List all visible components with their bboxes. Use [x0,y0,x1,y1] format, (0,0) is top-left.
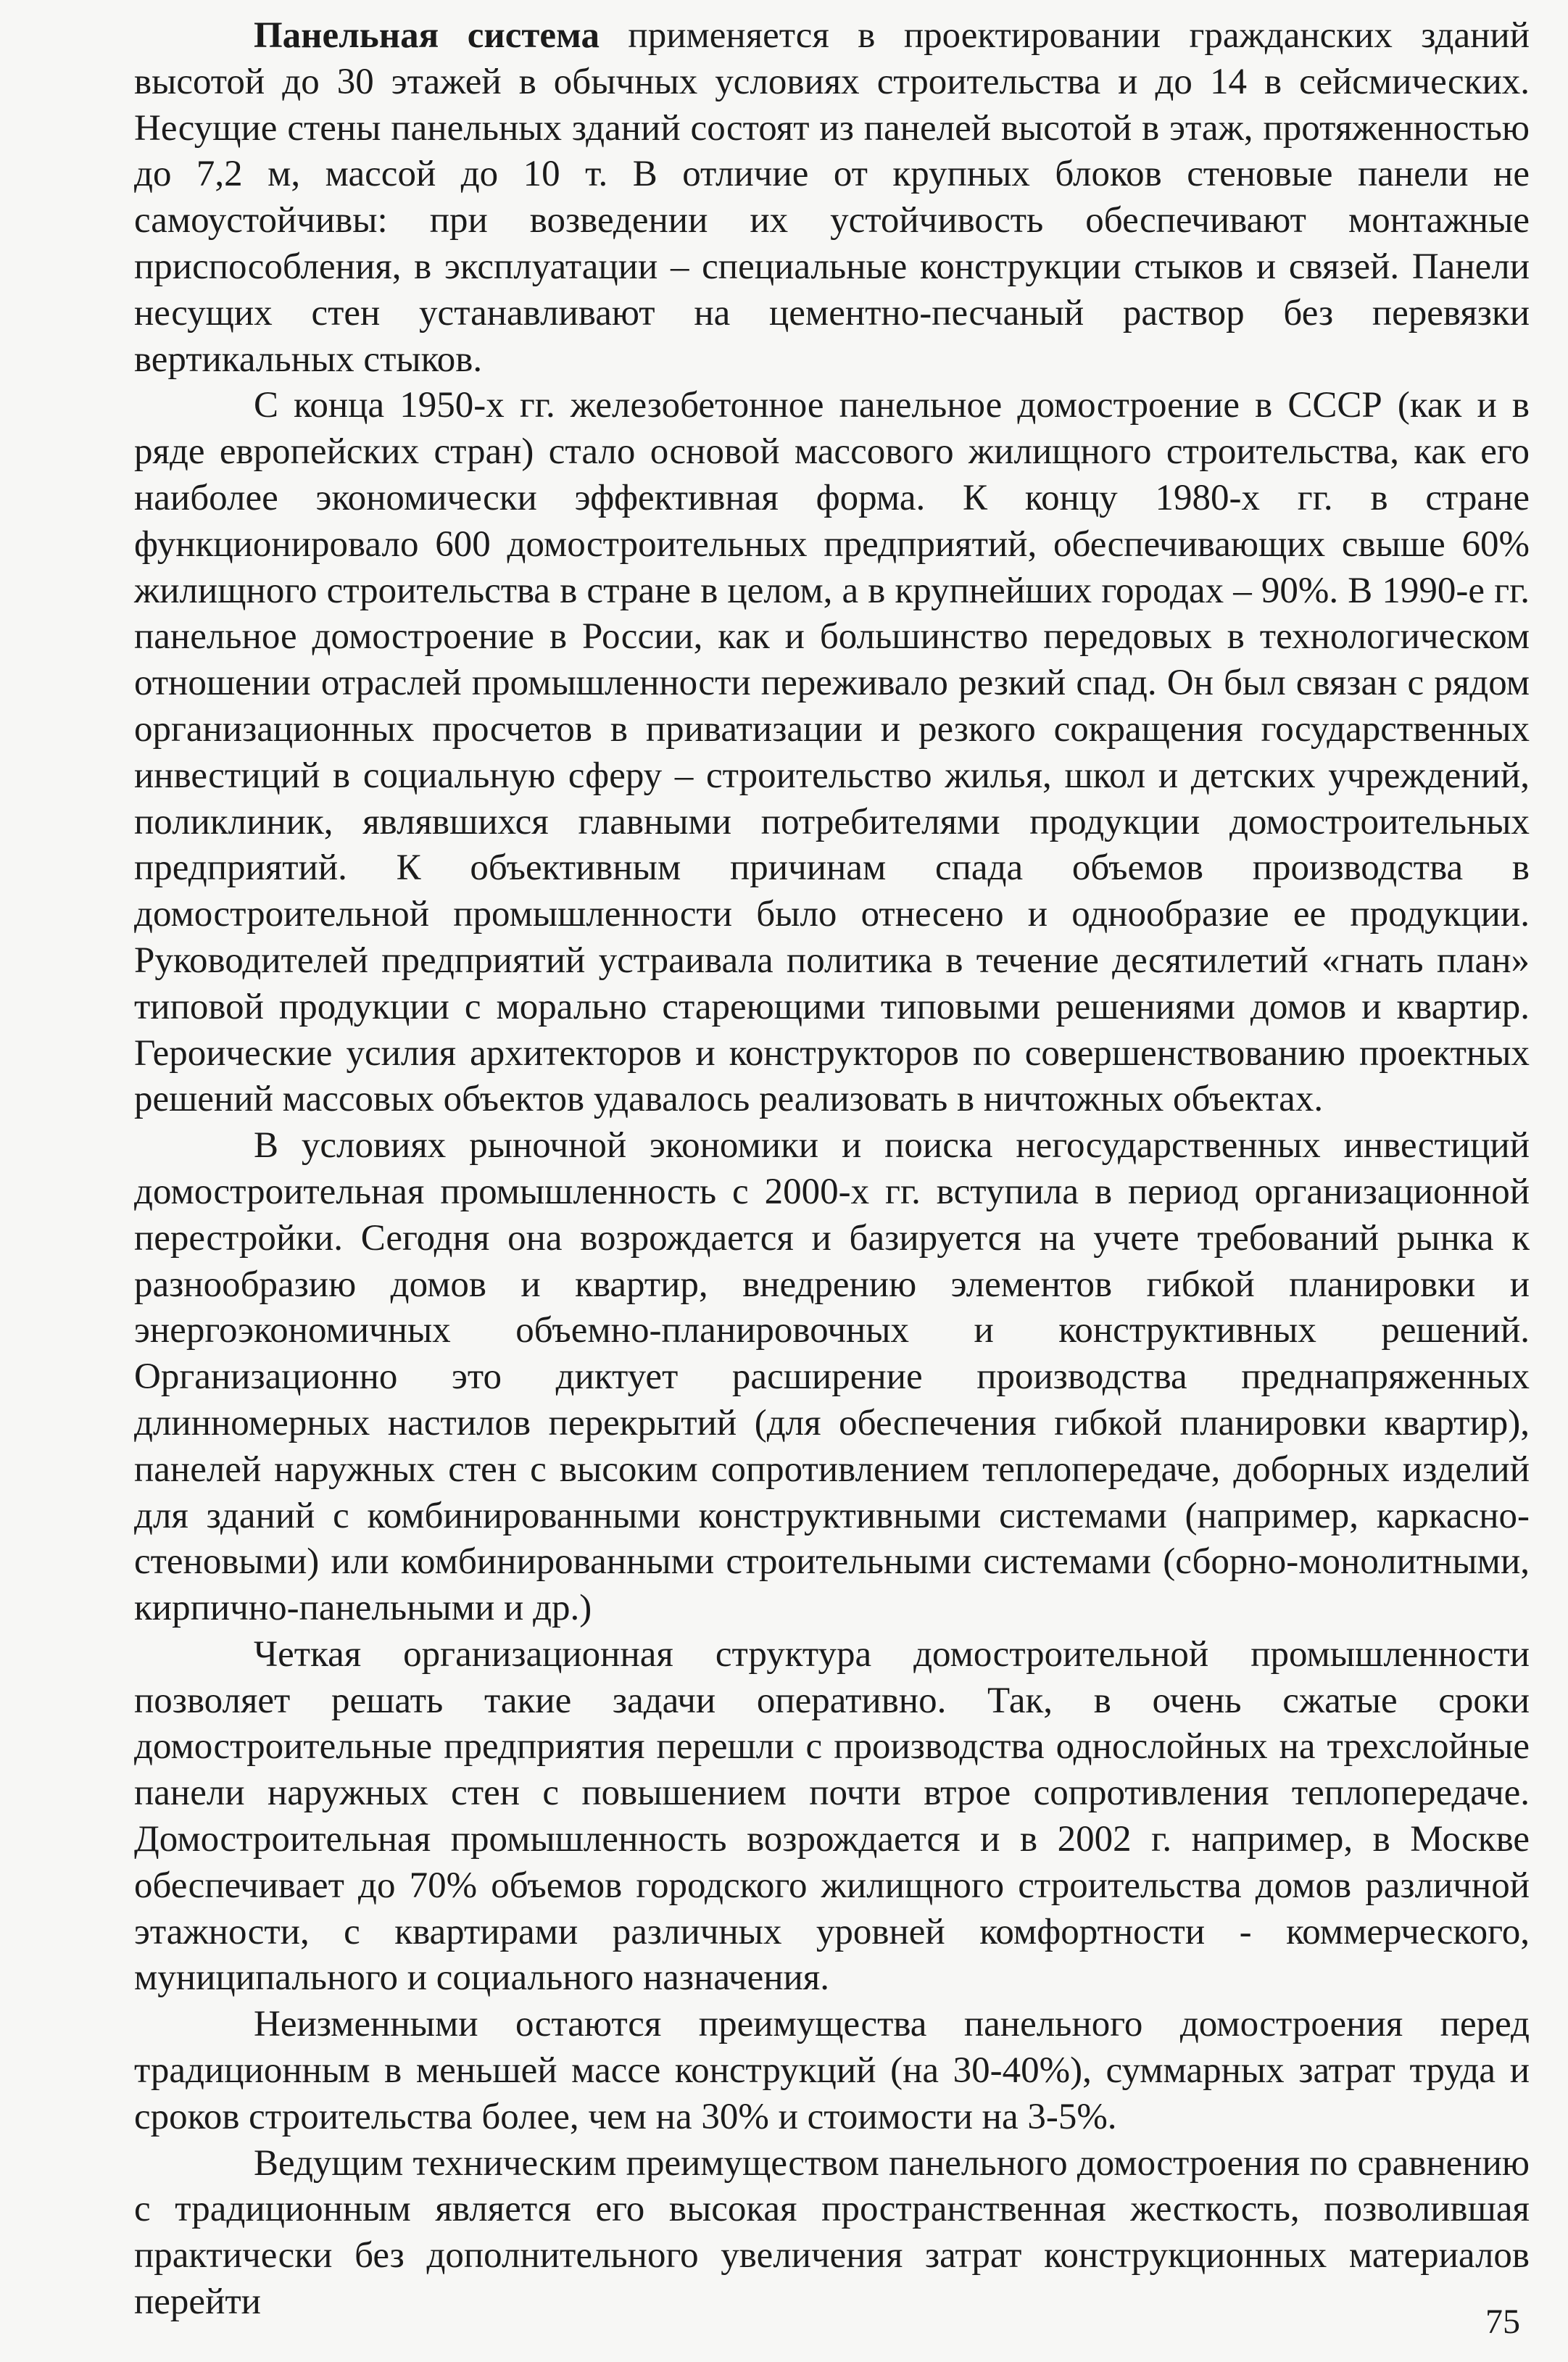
paragraph-rigidity: Ведущим техническим преимуществом панельного домостроения по сравнению с традиционным является его высокая пространственная жесткость, позволившая практически без дополнительного увеличения затрат конструкционных материалов перейти [134,2142,1530,2323]
paragraph-history: С конца 1950-х гг. железобетонное панельное домостроение в СССР (как и в ряде европейских стран) стало основой массового жилищного строительства, как его наиболее экономически эффективная форма. К концу 1980-х гг. в стране функционировало 600 домостроительных предприятий, обеспечивающих свыше 60% жилищного строительства в стране в целом, а в крупнейших городах – 90%. В 1990-е гг. панельное домостроение в России, как и большинство передовых в технологическом отношении отраслей промышленности переживало резкий спад. Он был связан с рядом организационных просчетов в приватизации и резкого сокращения государственных инвестиций в социальную сферу – строительство жилья, школ и детских учреждений, поликлиник, являвшихся главными потребителями продукции домостроительных предприятий. К объективным причинам спада объемов производства в домостроительной промышленности было отнесено и однообразие ее продукции. Руководителей предприятий устраивала политика в течение десятилетий «гнать план» типовой продукции с морально стареющими типовыми решениями домов и квартир. Героические усилия архитекторов и конструкторов по совершенствованию проектных решений массовых объектов удавалось реализовать в ничтожных объектах. [134,385,1530,1120]
page-number: 75 [1485,2303,1520,2341]
paragraph-panel-system [134,13,1530,383]
paragraph-organization: Четкая организационная структура домостроительной промышленности позволяет решать такие задачи оперативно. Так, в очень сжатые сроки домостроительные предприятия перешли с производства однослойных на трехслойные панели наружных стен с повышением почти втрое сопротивления теплопередаче. Домостроительная промышленность возрождается и в 2002 г. например, в Москве обеспечивает до 70% объемов городского жилищного строительства домов различной этажности, с квартирами различных уровней комфортности - коммерческого, муниципального и социального назначения. [134,1633,1530,1999]
body-text [134,13,1530,2326]
paragraph-1-text: применяется в проектировании гражданских зданий высотой до 30 этажей в обычных условиях строительства и до 14 в сейсмических. Несущие стены панельных зданий состоят из панелей высотой в этаж, протяженностью до 7,2 м, массой до 10 т. В отличие от крупных блоков стеновые панели не самоустойчивы: при возведении их устойчивость обеспечивают монтажные приспособления, в эксплуатации – специальные конструкции стыков и связей. Панели несущих стен устанавливают на цементно-песчаный раствор без перевязки вертикальных стыков. [134,15,1530,380]
paragraph-advantages: Неизменными остаются преимущества панельного домостроения перед традиционным в меньшей массе конструкций (на 30-40%), суммарных затрат труда и сроков строительства более, чем на 30% и стоимости на 3-5%. [134,2004,1530,2137]
term-panel-system: Панельная система [254,15,600,56]
paragraph-market-economy: В условиях рыночной экономики и поиска негосударственных инвестиций домостроительная промышленность с 2000-х гг. вступила в период организационной перестройки. Сегодня она возрождается и базируется на учете требований рынка к разнообразию домов и квартир, внедрению элементов гибкой планировки и энергоэкономичных объемно-планировочных и конструктивных решений. Организационно это диктует расширение производства преднапряженных длинномерных настилов перекрытий (для обеспечения гибкой планировки квартир), панелей наружных стен с высоким сопротивлением теплопередаче, доборных изделий для зданий с комбинированными конструктивными системами (например, каркасно-стеновыми) или комбинированными строительными системами (сборно-монолитными, кирпично-панельными и др.) [134,1125,1530,1629]
